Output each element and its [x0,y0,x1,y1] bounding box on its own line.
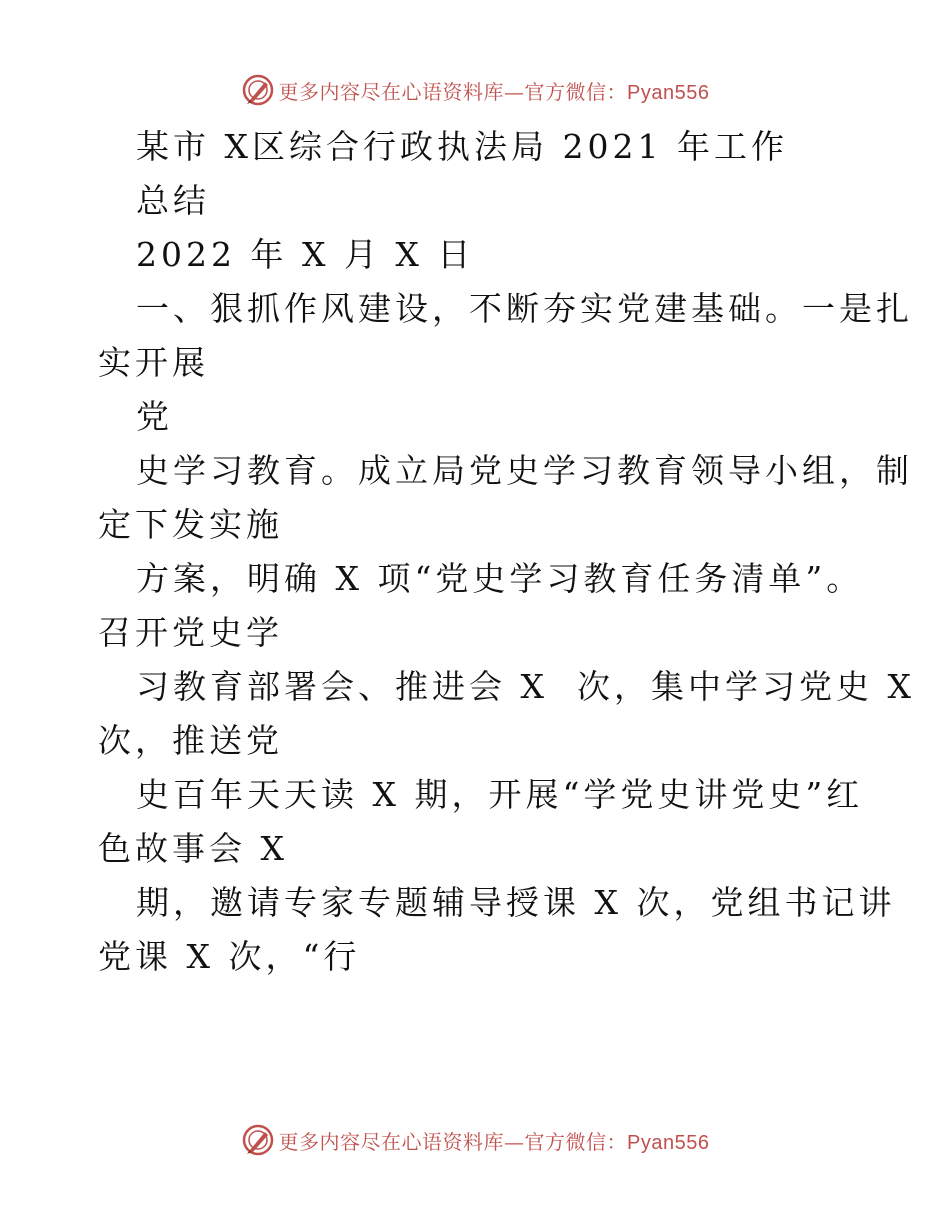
doc-paragraph-line: 方案，明确 X 项“党史学习教育任务清单”。 [136,559,864,598]
doc-date: 2022 年 X 月 X 日 [136,235,475,274]
doc-paragraph-line: 定下发实施 [98,505,283,544]
doc-title-line-2: 总结 [136,181,210,220]
quill-pen-logo-icon [241,73,275,107]
doc-paragraph-line: 党课 X 次，“行 [98,937,361,976]
watermark-text: 更多内容尽在心语资料库—官方微信：Pyan556 [278,79,710,104]
footer-watermark [0,1120,950,1160]
header-watermark [0,70,950,110]
doc-paragraph-line: 召开党史学 [98,613,283,652]
doc-paragraph-line: 党 [136,397,173,436]
doc-paragraph-line: 实开展 [98,343,209,382]
watermark-wechat-id: Pyan556 [627,1131,710,1154]
doc-paragraph-line: 色故事会 X [98,829,288,868]
doc-title-line-1: 某市 X区综合行政执法局 2021 年工作 [136,127,788,166]
watermark-text: 更多内容尽在心语资料库—官方微信：Pyan556 [278,1129,710,1154]
doc-paragraph-line: 史学习教育。成立局党史学习教育领导小组，制 [136,451,913,490]
doc-paragraph-line: 期，邀请专家专题辅导授课 X 次，党组书记讲 [136,883,896,922]
document-body [98,120,915,984]
quill-pen-logo-icon [241,1123,275,1157]
doc-paragraph-line: 一、狠抓作风建设，不断夯实党建基础。一是扎 [136,289,913,328]
doc-paragraph-line: 次，推送党 [98,721,283,760]
watermark-wechat-id: Pyan556 [627,81,710,104]
doc-paragraph-line: 习教育部署会、推进会 X 次，集中学习党史 X [136,667,915,706]
doc-paragraph-line: 史百年天天读 X 期，开展“学党史讲党史”红 [136,775,864,814]
